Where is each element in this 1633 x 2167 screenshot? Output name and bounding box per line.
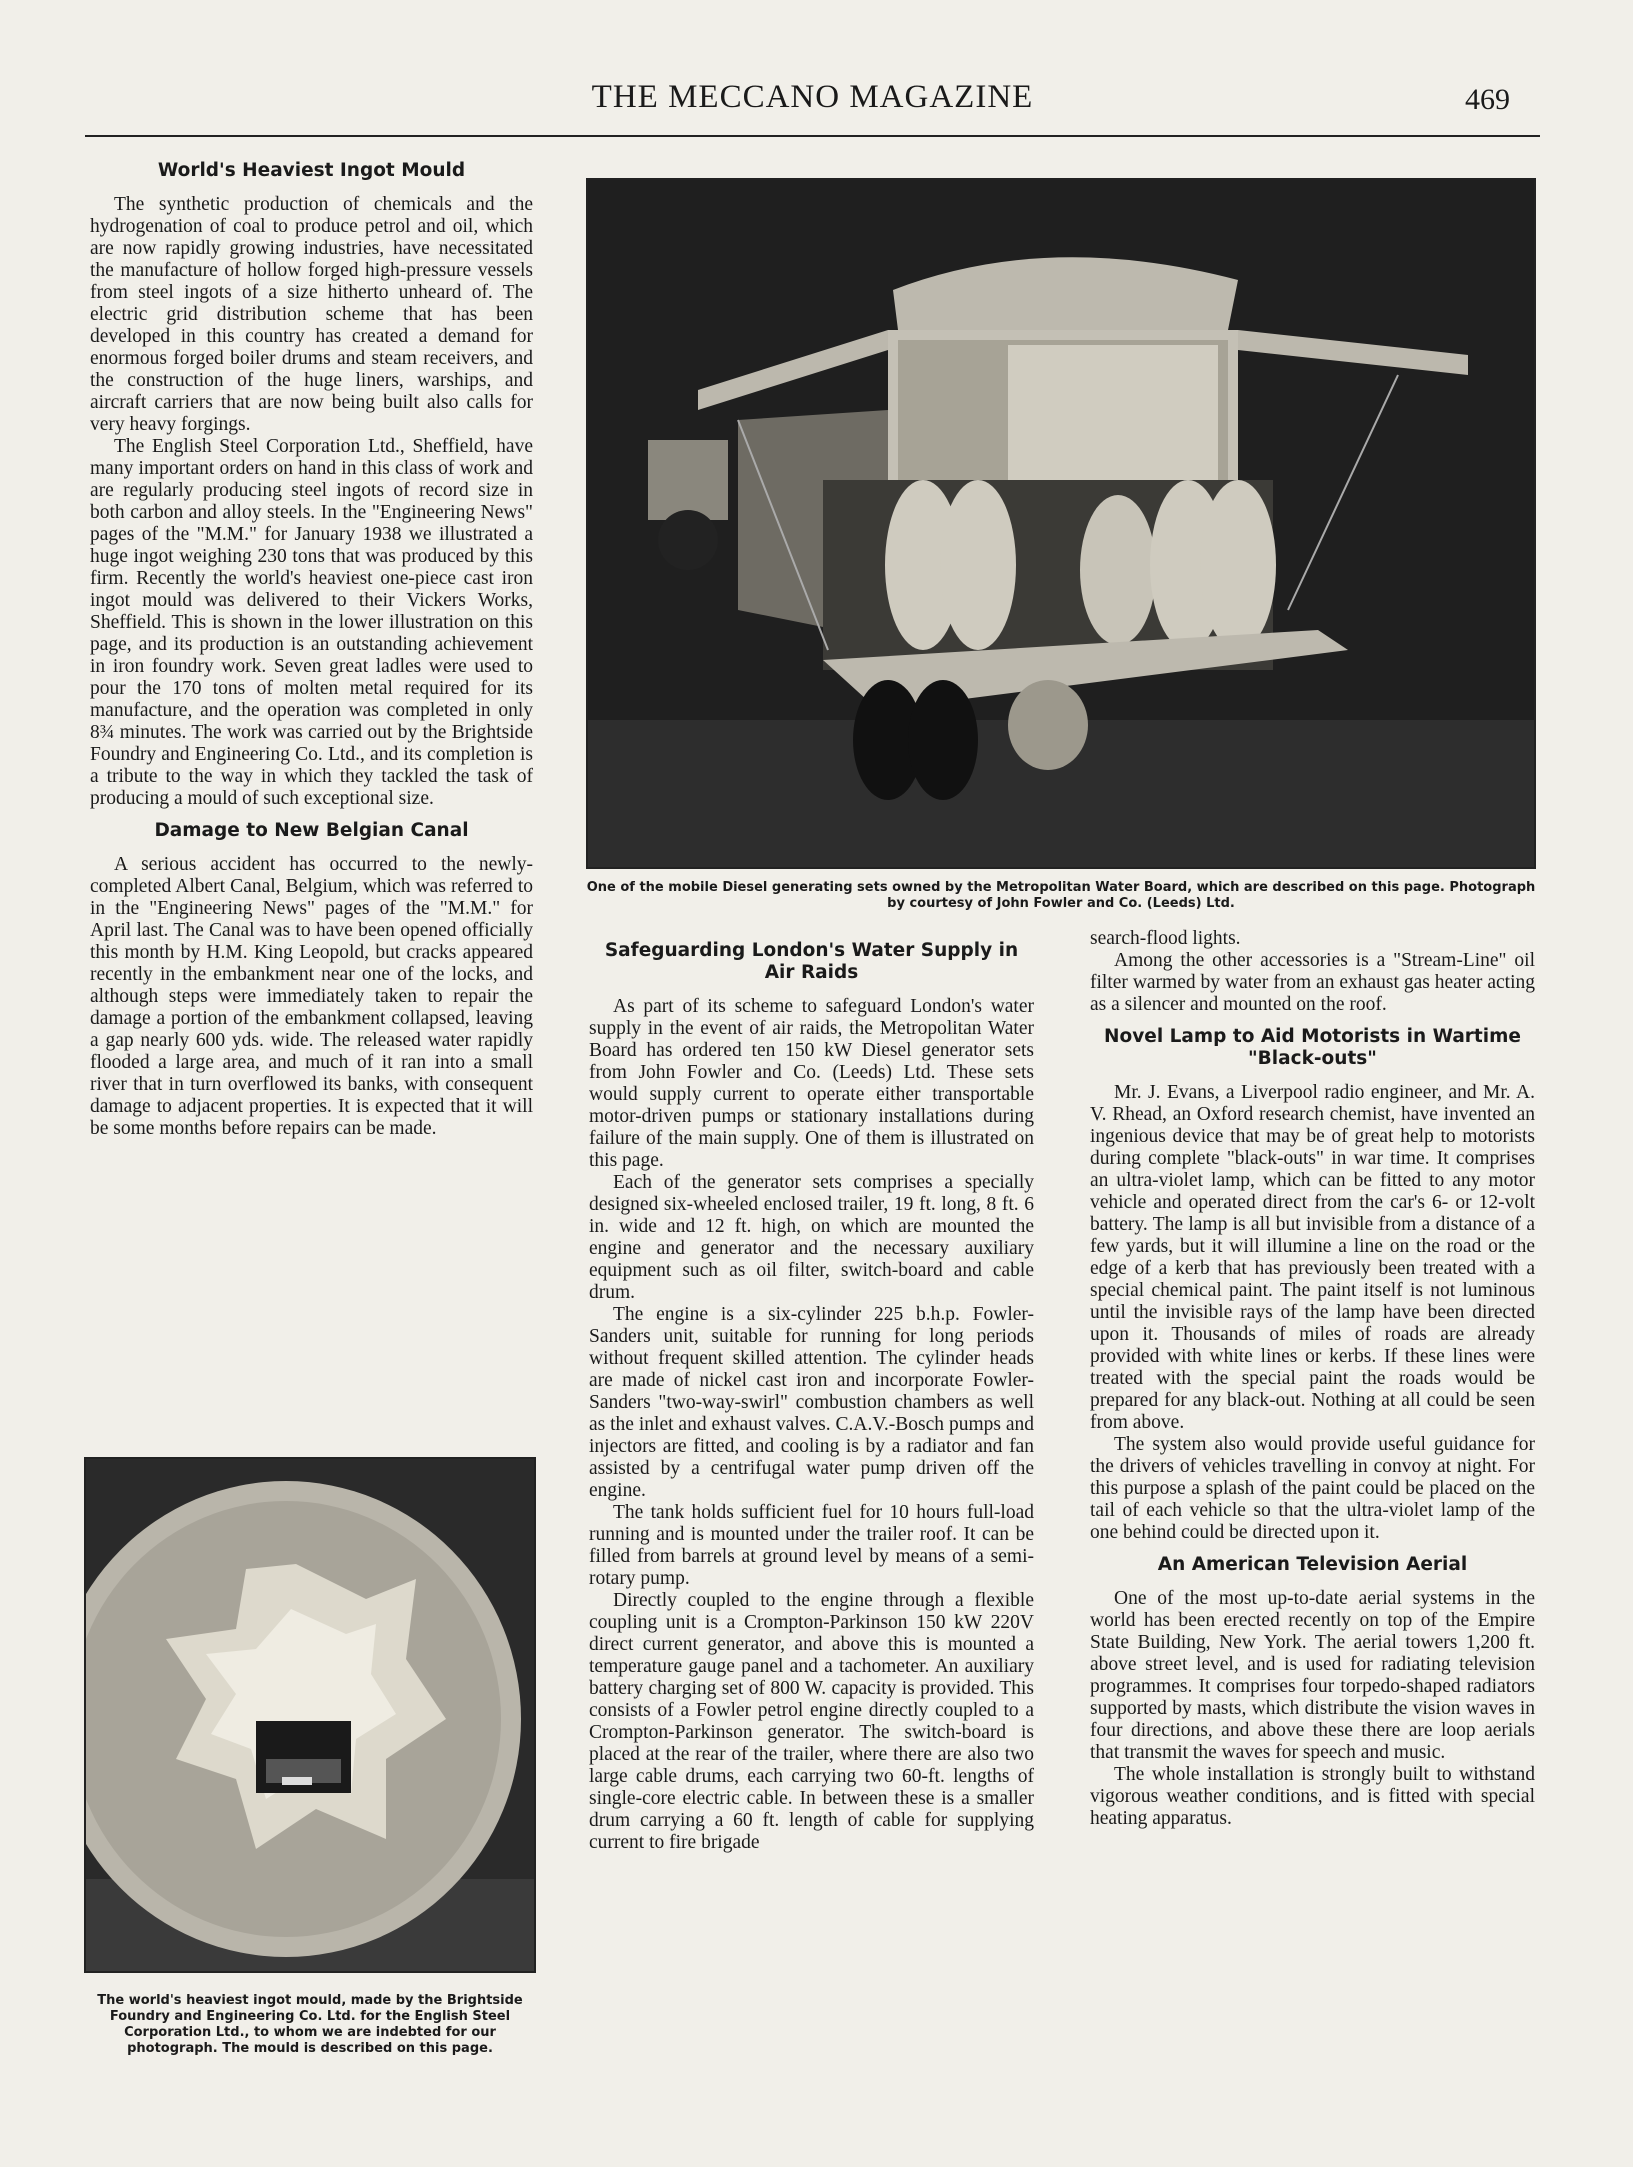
- television-heading: An American Television Aerial: [1157, 1554, 1468, 1575]
- water-supply-paragraph-2: Each of the generator sets comprises a specially designed six-wheeled enclosed trailer, 19 ft. long, 8 ft. 6 in. wide and 12 ft. high, on which are mounted the engine and generator and the necessary auxiliary equipment such as oil filter, switch-board and cable drum.: [589, 1172, 1034, 1303]
- television-paragraph-2: The whole installation is strongly built to withstand vigorous weather conditions, and is fitted with special heating apparatus.: [1090, 1764, 1535, 1829]
- ingot-mould-caption: The world's heaviest ingot mould, made by the Brightside Foundry and Engineering Co. Ltd. for the English Steel Corporation Ltd., to whom we are indebted for our photograph. The mould is described on this page.: [97, 1993, 523, 2056]
- lamp-heading: Novel Lamp to Aid Motorists in Wartime "Black-outs": [1104, 1026, 1521, 1069]
- lamp-paragraph-1: Mr. J. Evans, a Liverpool radio engineer, and Mr. A. V. Rhead, an Oxford research chemist, have invented an ingenious device that may be of great help to motorists during complete "black-outs" in war time. It comprises an ultra-violet lamp, which can be fitted to any motor vehicle and operated direct from the car's 6- or 12-volt battery. The lamp is all but invisible from a distance of a few yards, but it will illumine a line on the road or the edge of a kerb that has previously been treated with a special chemical paint. The paint itself is not luminous until the invisible rays of the lamp have been directed upon it. Thousands of miles of roads are already provided with white lines or kerbs. If these lines were treated with the special paint the roads would be prepared for any black-out. Nothing at all could be seen from above.: [1090, 1082, 1535, 1433]
- canal-paragraph-1: A serious accident has occurred to the newly-completed Albert Canal, Belgium, which was referred to in the "Engineering News" pages of the "M.M." for April last. The Canal was to have been opened officially this month by H.M. King Leopold, but cracks appeared recently in the embankment near one of the locks, and although steps were immediately taken to repair the damage a portion of the embankment collapsed, leaving a gap nearly 600 yds. wide. The released water rapidly flooded a large area, and much of it ran into a small river that in turn overflowed its banks, with consequent damage to adjacent properties. It is expected that it will be some months before repairs can be made.: [90, 854, 533, 1139]
- water-supply-heading: Safeguarding London's Water Supply in Air Raids: [604, 940, 1019, 983]
- ingot-mould-illustration: [86, 1459, 534, 1971]
- water-supply-paragraph-1: As part of its scheme to safeguard London's water supply in the event of air raids, the Metropolitan Water Board has ordered ten 150 kW Diesel generator sets from John Fowler and Co. (Leeds) Ltd. These sets would supply current to operate either transportable motor-driven pumps or stationary installations during failure of the main supply. One of them is illustrated on this page.: [589, 996, 1034, 1171]
- canal-heading: Damage to New Belgian Canal: [154, 820, 469, 841]
- lamp-paragraph-2: The system also would provide useful guidance for the drivers of vehicles travelling in convoy at night. For this purpose a splash of the paint could be placed on the tail of each vehicle so that the ultra-violet lamp of the one behind could be directed upon it.: [1090, 1434, 1535, 1543]
- generator-photo: [586, 178, 1536, 869]
- page-number: 469: [1465, 83, 1510, 116]
- middle-column-text: [589, 940, 1034, 1854]
- right-column-text: [1090, 928, 1535, 1830]
- water-supply-paragraph-5: Directly coupled to the engine through a flexible coupling unit is a Crompton-Parkinson 150 kW 220V direct current generator, and above this is mounted a temperature gauge panel and a tachometer. An auxiliary battery charging set of 800 W. capacity is provided. This consists of a Fowler petrol engine directly coupled to a Crompton-Parkinson generator. The switch-board is placed at the rear of the trailer, where there are also two large cable drums, each carrying two 60-ft. lengths of single-core electric cable. In between these is a smaller drum carrying a 60 ft. length of cable for supplying current to fire brigade: [589, 1590, 1034, 1853]
- television-paragraph-1: One of the most up-to-date aerial systems in the world has been erected recently on top of the Empire State Building, New York. The aerial towers 1,200 ft. above street level, and is used for radiating television programmes. It comprises four torpedo-shaped radiators supported by masts, which distribute the vision waves in four directions, and above these there are loop aerials that transmit the waves for speech and music.: [1090, 1588, 1535, 1763]
- ingot-mould-photo: [84, 1457, 536, 1973]
- water-supply-paragraph-4: The tank holds sufficient fuel for 10 hours full-load running and is mounted under the trailer roof. It can be filled from barrels at ground level by means of a semi-rotary pump.: [589, 1502, 1034, 1589]
- ingot-paragraph-2: The English Steel Corporation Ltd., Sheffield, have many important orders on hand in this class of work and are regularly producing steel ingots of record size in both carbon and alloy steels. In the "Engineering News" pages of the "M.M." for January 1938 we illustrated a huge ingot weighing 230 tons that was produced by this firm. Recently the world's heaviest one-piece cast iron ingot mould was delivered to their Vickers Works, Sheffield. This is shown in the lower illustration on this page, and its production is an outstanding achievement in iron foundry work. Seven great ladles were used to pour the 170 tons of molten metal required for its manufacture, and the operation was completed in only 8¾ minutes. The work was carried out by the Brightside Foundry and Engineering Co. Ltd., and its completion is a tribute to the way in which they tackled the task of producing a mould of such exceptional size.: [90, 436, 533, 809]
- masthead: [85, 75, 1540, 137]
- generator-caption: One of the mobile Diesel generating sets owned by the Metropolitan Water Board, which are described on this page. Photograph by courtesy of John Fowler and Co. (Leeds) Ltd.: [586, 880, 1536, 911]
- flood-lights-continuation: search-flood lights.: [1090, 928, 1241, 949]
- ingot-heading: World's Heaviest Ingot Mould: [157, 160, 466, 181]
- magazine-title: THE MECCANO MAGAZINE: [591, 79, 1034, 115]
- left-column-text: [90, 160, 533, 1140]
- accessories-paragraph: Among the other accessories is a "Stream-Line" oil filter warmed by water from an exhaust gas heater acting as a silencer and mounted on the roof.: [1090, 950, 1535, 1015]
- generator-illustration: [588, 180, 1534, 867]
- ingot-paragraph-1: The synthetic production of chemicals and the hydrogenation of coal to produce petrol and oil, which are now rapidly growing industries, have necessitated the manufacture of hollow forged high-pressure vessels from steel ingots of a size hitherto unheard of. The electric grid distribution scheme that has been developed in this country has created a demand for enormous forged boiler drums and steam receivers, and the construction of the huge liners, warships, and aircraft carriers that are now being built also calls for very heavy forgings.: [90, 194, 533, 435]
- water-supply-paragraph-3: The engine is a six-cylinder 225 b.h.p. Fowler-Sanders unit, suitable for running for long periods without frequent skilled attention. The cylinder heads are made of nickel cast iron and incorporate Fowler-Sanders "two-way-swirl" combustion chambers as well as the inlet and exhaust valves. C.A.V.-Bosch pumps and injectors are fitted, and cooling is by a radiator and fan assisted by a centrifugal water pump driven off the engine.: [589, 1304, 1034, 1501]
